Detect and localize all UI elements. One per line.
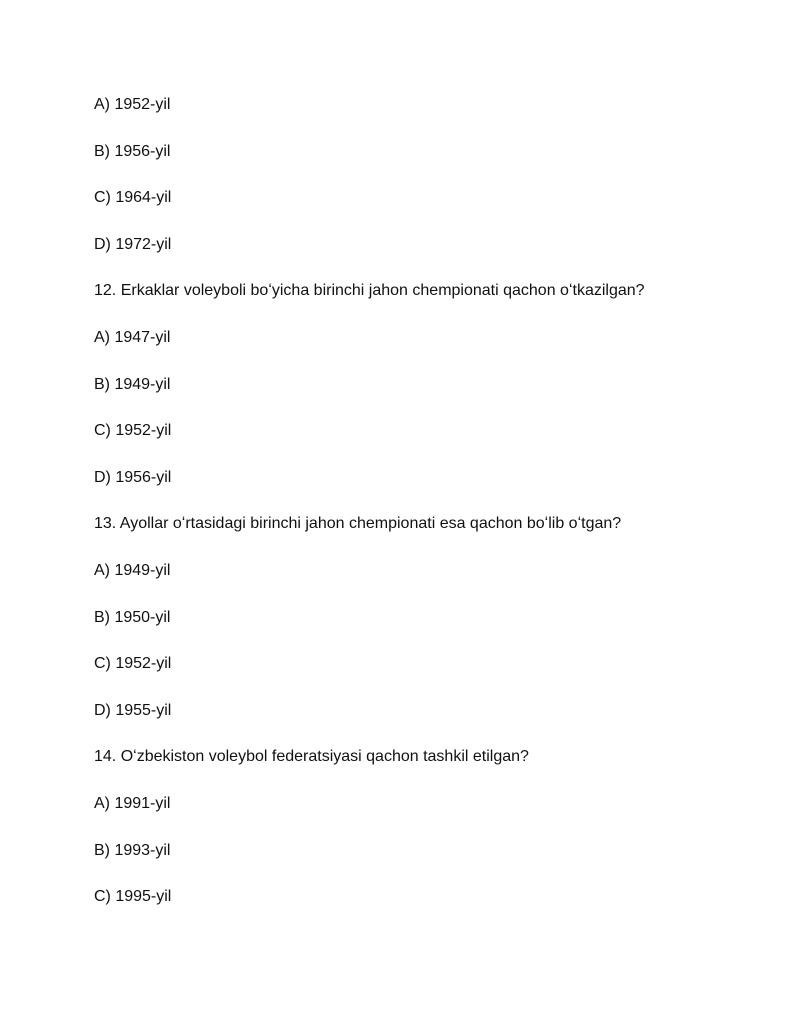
answer-option: B) 1956-yil (94, 142, 171, 160)
answer-option: B) 1950-yil (94, 608, 171, 626)
quiz-content (94, 93, 734, 932)
answer-option: D) 1955-yil (94, 701, 172, 719)
question-13: 13. Ayollar oʻrtasidagi birinchi jahon chempionati esa qachon boʻlib oʻtgan? (94, 515, 622, 533)
answer-option: C) 1964-yil (94, 189, 172, 207)
answer-option: D) 1972-yil (94, 235, 172, 253)
answer-option: B) 1949-yil (94, 375, 171, 393)
answer-option: C) 1995-yil (94, 888, 172, 906)
question-14: 14. Oʻzbekiston voleybol federatsiyasi qachon tashkil etilgan? (94, 748, 529, 766)
answer-option: C) 1952-yil (94, 655, 172, 673)
question-12: 12. Erkaklar voleyboli boʻyicha birinchi jahon chempionati qachon oʻtkazilgan? (94, 282, 645, 300)
answer-option: A) 1952-yil (94, 96, 171, 113)
answer-option: A) 1947-yil (94, 328, 171, 346)
answer-option: D) 1956-yil (94, 468, 172, 486)
answer-option: A) 1949-yil (94, 561, 171, 579)
answer-option: A) 1991-yil (94, 794, 171, 812)
answer-option: B) 1993-yil (94, 841, 171, 859)
answer-option: C) 1952-yil (94, 422, 172, 440)
